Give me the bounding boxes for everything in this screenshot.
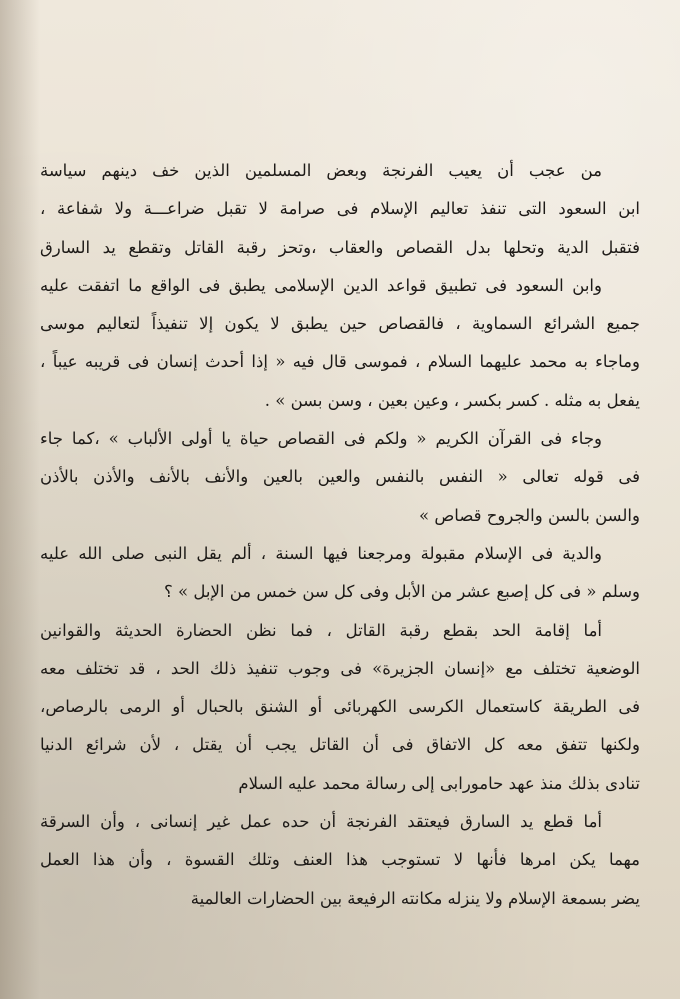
text-line: من عجب أن يعيب الفرنجة وبعض المسلمين الذين خف دينهم سياسة bbox=[40, 161, 602, 180]
text-line: والدية فى الإسلام مقبولة ومرجعنا فيها السنة ، ألم يقل النبى صلى الله عليه bbox=[40, 543, 602, 563]
text-line: أما قطع يد السارق فيعتقد الفرنجة أن حده عمل غير إنسانى ، وأن السرقة bbox=[40, 812, 602, 832]
text-line: وماجاء به محمد عليهما السلام ، فموسى قال فيه « إذا أحدث إنسان فى قريبه عيباً ، bbox=[40, 352, 640, 372]
text-line: وجاء فى القرآن الكريم « ولكم فى القصاص حياة يا أولى الألباب » ،كما جاء bbox=[40, 429, 602, 449]
arabic-text-body bbox=[40, 152, 640, 918]
text-line: فى قوله تعالى « النفس بالنفس والعين بالعين والأنف بالأنف والأذن بالأذن bbox=[40, 467, 640, 487]
text-line: الوضعية تختلف مع «إنسان الجزيرة» فى وجوب تنفيذ ذلك الحد ، قد تختلف معه bbox=[40, 658, 640, 678]
text-line: يفعل به مثله . كسر بكسر ، وعين بعين ، وسن بسن » . bbox=[264, 390, 640, 410]
text-line: فتقبل الدية وتحلها بدل القصاص والعقاب ،وتحز رقبة القاتل وتقطع يد السارق bbox=[40, 237, 640, 257]
text-line: جميع الشرائع السماوية ، فالقصاص حين يطبق لا يكون إلا تنفيذاً لتعاليم موسى bbox=[40, 314, 640, 334]
text-line: والسن بالسن والجروح قصاص » bbox=[419, 505, 640, 525]
text-line: يضر بسمعة الإسلام ولا ينزله مكانته الرفيعة بين الحضارات العالمية bbox=[190, 888, 640, 908]
text-line: ابن السعود التى تنفذ تعاليم الإسلام فى صرامة لا تقبل ضراعـــة ولا شفاعة ، bbox=[40, 199, 640, 219]
text-line: مهما يكن امرها فأنها لا تستوجب هذا العنف وتلك القسوة ، وأن هذا العمل bbox=[40, 850, 640, 870]
text-line: تنادى بذلك منذ عهد حامورابى إلى رسالة محمد عليه السلام bbox=[238, 773, 640, 793]
text-line: وابن السعود فى تطبيق قواعد الدين الإسلامى يطبق فى الواقع ما اتفقت عليه bbox=[40, 275, 602, 295]
text-line: فى الطريقة كاستعمال الكرسى الكهربائى أو الشنق بالحبال أو الرمى بالرصاص، bbox=[40, 697, 640, 717]
page-gutter-shadow bbox=[0, 0, 40, 999]
text-line: أما إقامة الحد بقطع رقبة القاتل ، فما نظن الحضارة الحديثة والقوانين bbox=[40, 620, 602, 640]
text-line: وسلم « فى كل إصبع عشر من الأبل وفى كل سن خمس من الإبل » ؟ bbox=[164, 582, 640, 602]
text-line: ولكنها تتفق معه كل الاتفاق فى أن القاتل يجب أن يقتل ، لأن شرائع الدنيا bbox=[40, 735, 640, 755]
